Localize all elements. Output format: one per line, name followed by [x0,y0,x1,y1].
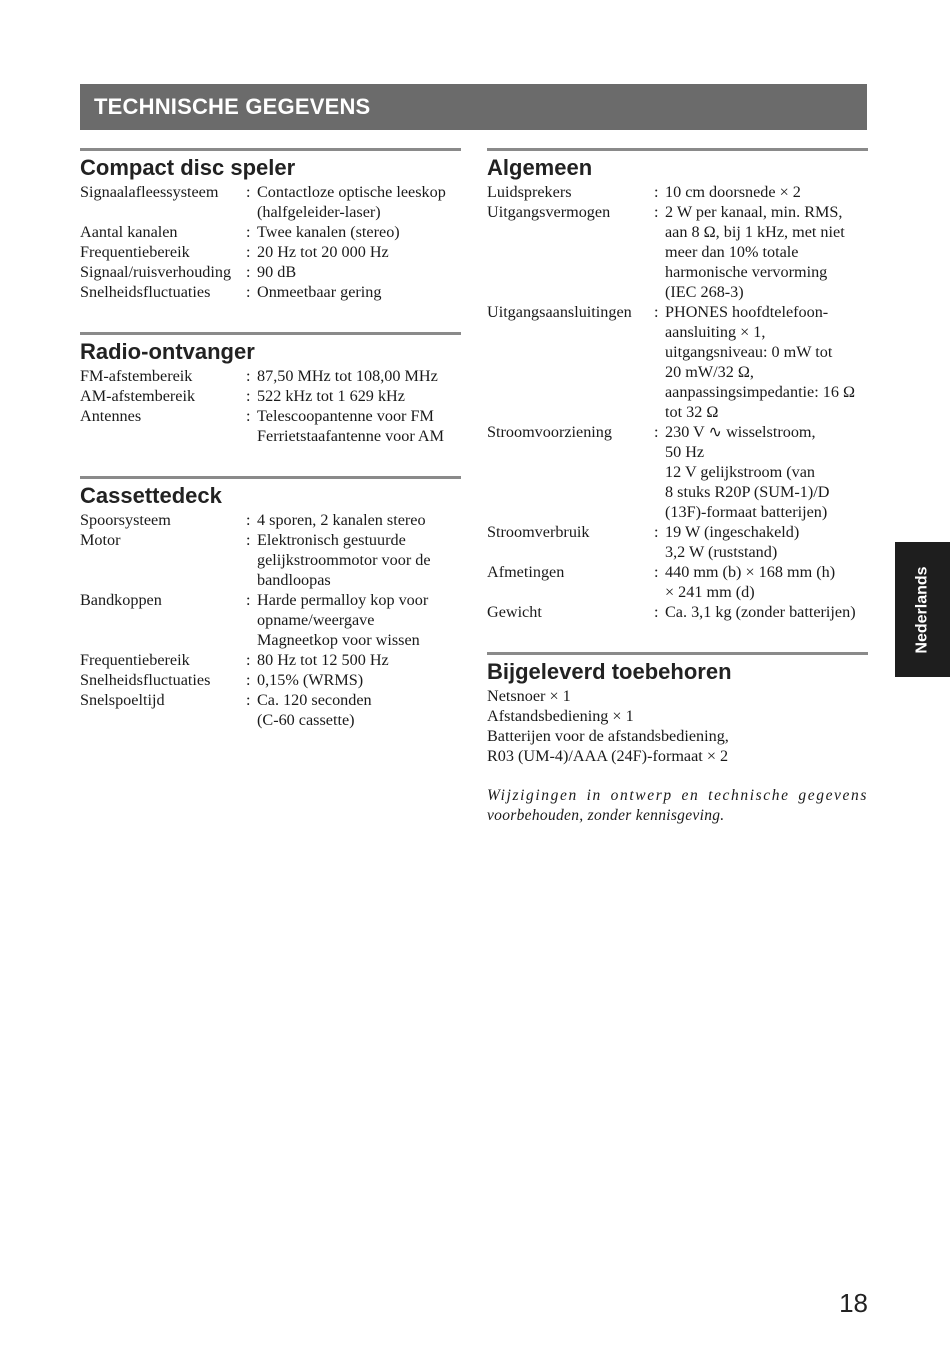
spec-row [80,530,461,590]
spec-separator: : [654,563,659,581]
spec-label: Antennes [80,407,142,425]
spec-row [80,262,461,282]
section-title: Bijgeleverd toebehoren [487,659,732,684]
spec-value: Ca. 3,1 kg (zonder batterijen) [665,603,856,621]
spec-separator: : [246,407,251,425]
spec-table [80,182,461,302]
accessories-list: Netsnoer × 1 Afstandsbediening × 1 Batterijen voor de afstandsbediening, R03 (UM-4)/AAA (24F)-formaat × 2 [487,687,729,765]
spec-label: AM-afstembereik [80,387,196,405]
spec-value: 230 V ∿ wisselstroom, 50 Hz 12 V gelijkstroom (van 8 stuks R20P (SUM-1)/D (13F)-formaat batterijen) [665,423,830,521]
spec-row [487,422,868,522]
spec-separator: : [246,223,251,241]
language-tab-label: Nederlands [913,565,931,654]
section-title: Radio-ontvanger [80,339,255,364]
spec-label: Signaal/ruisverhouding [80,263,232,281]
spec-row [487,182,868,202]
spec-separator: : [246,367,251,385]
spec-value: 90 dB [257,263,297,281]
spec-row [487,602,868,622]
spec-value: 440 mm (b) × 168 mm (h) × 241 mm (d) [665,563,836,601]
spec-row [80,690,461,730]
language-tab [895,542,950,677]
spec-row [487,562,868,602]
spec-value: Contactloze optische leeskop (halfgeleider-laser) [257,183,446,221]
spec-value: 4 sporen, 2 kanalen stereo [257,511,426,529]
section-title: Compact disc speler [80,155,296,180]
section-cassette [80,476,461,730]
spec-row [487,522,868,562]
spec-separator: : [246,283,251,301]
spec-value: 2 W per kanaal, min. RMS, aan 8 Ω, bij 1 kHz, met niet meer dan 10% totale harmonische vervorming (IEC 268-3) [665,203,845,301]
spec-value: 80 Hz tot 12 500 Hz [257,651,389,669]
spec-separator: : [654,603,659,621]
spec-value: PHONES hoofdtelefoon- aansluiting × 1, uitgangsniveau: 0 mW tot 20 mW/32 Ω, aanpassingsimpedantie: 16 Ω tot 32 Ω [665,303,856,421]
page-title: TECHNISCHE GEGEVENS [94,94,371,119]
spec-separator: : [246,691,251,709]
spec-row [80,182,461,222]
spec-value: Elektronisch gestuurde gelijkstroommotor voor de bandloopas [257,531,431,589]
spec-separator: : [246,183,251,201]
spec-row [80,366,461,386]
spec-row [80,222,461,242]
spec-table [80,510,461,730]
section-compact-disc [80,148,461,302]
spec-value: 19 W (ingeschakeld) 3,2 W (ruststand) [665,523,800,561]
spec-separator: : [246,387,251,405]
spec-label: FM-afstembereik [80,367,193,385]
spec-separator: : [654,183,659,201]
spec-separator: : [654,203,659,221]
right-column [487,148,868,826]
spec-label: Bandkoppen [80,591,162,609]
page-number: 18 [839,1288,868,1318]
spec-value: 87,50 MHz tot 108,00 MHz [257,367,438,385]
spec-value: 0,15% (WRMS) [257,671,364,689]
spec-label: Stroomverbruik [487,523,590,541]
spec-label: Afmetingen [487,563,565,581]
spec-row [487,302,868,422]
spec-separator: : [246,243,251,261]
spec-row [80,510,461,530]
spec-row [80,670,461,690]
section-radio [80,332,461,446]
section-accessories [487,652,868,826]
spec-label: Gewicht [487,603,542,621]
spec-row [80,242,461,262]
spec-label: Snelspoeltijd [80,691,165,709]
spec-label: Spoorsysteem [80,511,171,529]
spec-label: Signaalafleessysteem [80,183,219,201]
spec-separator: : [246,671,251,689]
spec-row [80,406,461,446]
spec-value: 20 Hz tot 20 000 Hz [257,243,389,261]
spec-row [80,590,461,650]
spec-separator: : [246,511,251,529]
spec-label: Stroomvoorziening [487,423,612,441]
spec-separator: : [654,423,659,441]
disclaimer-line-1: Wijzigingen in ontwerp en technische gegevens [487,787,868,804]
spec-row [80,282,461,302]
section-title: Algemeen [487,155,593,180]
spec-value: Harde permalloy kop voor opname/weergave Magneetkop voor wissen [257,591,429,649]
spec-label: Uitgangsvermogen [487,203,611,221]
spec-table [487,182,868,622]
spec-value: Telescoopantenne voor FM Ferrietstaafantenne voor AM [257,407,444,445]
spec-separator: : [246,651,251,669]
spec-table [80,366,461,446]
disclaimer-line-2: voorbehouden, zonder kennisgeving. [487,807,725,824]
spec-value: Twee kanalen (stereo) [257,223,400,241]
spec-label: Motor [80,531,121,549]
spec-separator: : [246,591,251,609]
spec-label: Frequentiebereik [80,651,190,669]
spec-label: Uitgangsaansluitingen [487,303,632,321]
section-algemeen [487,148,868,622]
spec-label: Snelheidsfluctuaties [80,671,211,689]
spec-value: Ca. 120 seconden (C-60 cassette) [257,691,372,729]
disclaimer-note [487,786,868,826]
spec-row [487,202,868,302]
spec-label: Snelheidsfluctuaties [80,283,211,301]
spec-row [80,650,461,670]
spec-label: Luidsprekers [487,183,572,201]
spec-value: Onmeetbaar gering [257,283,382,301]
spec-label: Aantal kanalen [80,223,178,241]
spec-label: Frequentiebereik [80,243,190,261]
spec-separator: : [654,523,659,541]
left-column [80,148,461,730]
spec-separator: : [246,531,251,549]
section-title: Cassettedeck [80,483,222,508]
spec-separator: : [246,263,251,281]
page-banner [80,84,867,130]
spec-row [80,386,461,406]
spec-value: 10 cm doorsnede × 2 [665,183,801,201]
spec-value: 522 kHz tot 1 629 kHz [257,387,405,405]
spec-separator: : [654,303,659,321]
